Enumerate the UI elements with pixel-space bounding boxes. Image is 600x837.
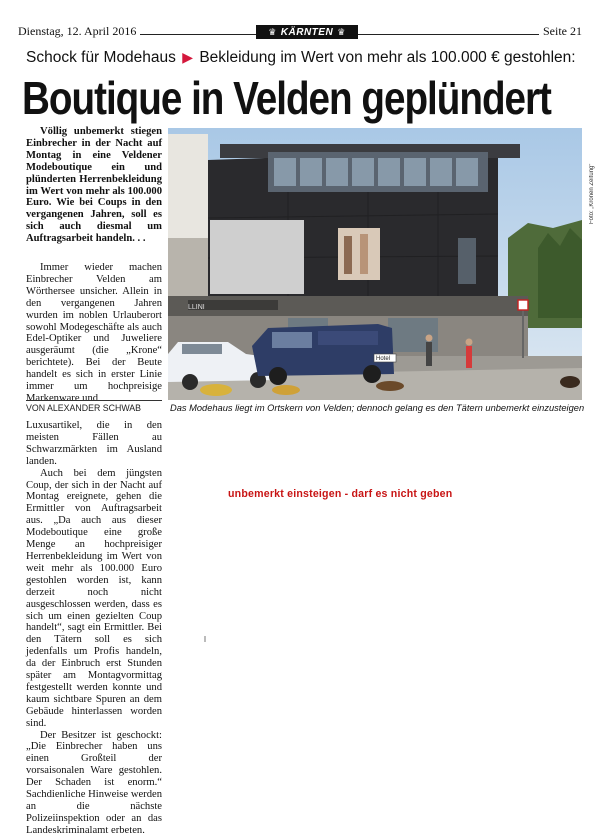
body-text-3: Auch bei dem jüngsten Coup, der sich in der Nacht auf Montag ereignete, gehen die Ermittler von Auftragsarbeit aus. „Da auch aus dieser Modeboutique eine große Menge an hochpreisiger Herrenbekleidung im Wert von weit mehr als 100.000 Euro gestohlen worden ist, kann derzeit noch nicht ausgeschlossen werden, dass es sich um einen gezielten Coup handelt“, sagt ein Ermittler. Bei den Tätern soll es sich jedenfalls um Profis handeln, da der Einbruch erst Stunden später am Montagvormittag festgestellt werden konnte und kaum sichtbare Spuren an dem Gebäude hinterlassen worden sind. bbox=[26, 467, 162, 729]
arrow-right-icon: ▶ bbox=[182, 49, 194, 65]
headline: Boutique in Velden geplündert bbox=[22, 72, 551, 124]
issue-date: Dienstag, 12. April 2016 bbox=[14, 24, 140, 38]
store-sign: LLINI bbox=[188, 304, 205, 311]
body-text-2: Luxusartikel, die in den meisten Fällen au Schwarzmärkten im Ausland landen. bbox=[26, 420, 162, 467]
hotel-sign: Hotel bbox=[376, 356, 391, 362]
kicker-right: Bekleidung im Wert von mehr als 100.000 € gestohlen: bbox=[199, 49, 576, 66]
handwritten-annotation: unbemerkt einsteigen - darf es nicht geben bbox=[228, 488, 453, 500]
body-column-top bbox=[26, 262, 162, 405]
kicker-left: Schock für Modehaus bbox=[26, 49, 176, 66]
kicker bbox=[26, 47, 586, 68]
section-label: KÄRNTEN bbox=[280, 26, 334, 38]
lead-text: Völlig unbemerkt stiegen Einbrecher in der Nacht auf Montag in eine Veldener Modeboutique ein und plünderten Herrenbekleidung im Wert von mehr als 100.000 Euro. Wie bei Coups in den vergangenen Jahren, soll es sich auch diesmal um Auftragsarbeit handeln. . . bbox=[26, 126, 162, 245]
photo-credit: Foto: „Kronen Zeitung“ bbox=[589, 163, 595, 224]
crown-icon: ♛ bbox=[337, 26, 346, 37]
byline: VON ALEXANDER SCHWAB bbox=[26, 400, 162, 414]
article-photo bbox=[168, 128, 582, 400]
lead-paragraph bbox=[26, 126, 162, 245]
photo-caption: Das Modehaus liegt im Ortskern von Velden; dennoch gelang es den Tätern unbemerkt einzusteigen bbox=[170, 403, 585, 413]
section-badge bbox=[256, 25, 358, 39]
body-text-1: Immer wieder machen Einbrecher Velden am Wörthersee unsicher. Allein in den vergangenen Jahren wurden im noblen Urlauberort sowohl Modegeschäfte als auch Edel-Optiker und Juweliere ausgeräumt (die „Krone“ berichtete). Bei der Beute handelt es sich in erster Linie immer um hochpreisige Markenware und bbox=[26, 262, 162, 404]
crown-icon: ♛ bbox=[268, 26, 277, 37]
stray-mark bbox=[204, 636, 206, 642]
body-column-bottom bbox=[26, 420, 162, 837]
body-text-4: Der Besitzer ist geschockt: „Die Einbrecher haben uns einen Großteil der vorsaisonalen Ware gestohlen. Der Schaden ist enorm.“ Sachdienliche Hinweise werden an die nächste Polizeiinspektion oder an das Landeskriminalamt erbeten. bbox=[26, 729, 162, 836]
page-number: Seite 21 bbox=[539, 24, 586, 38]
